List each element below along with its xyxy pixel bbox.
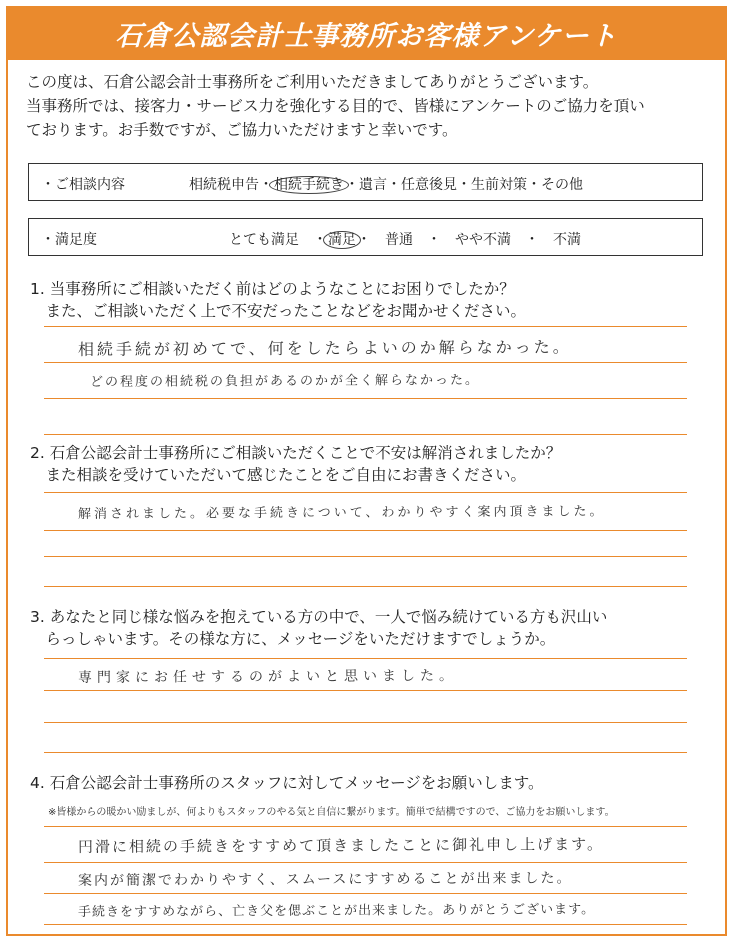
handwritten-answer: 手続きをすすめながら、亡き父を偲ぶことが出来ました。ありがとうございます。: [77, 902, 596, 920]
consultation-type-options: [189, 174, 583, 194]
consultation-type-label: ・ご相談内容: [41, 177, 125, 193]
question-text: また、ご相談いただく上で不安だったことなどをお聞かせください。: [30, 302, 527, 320]
handwritten-answer: 解消されました。必要な手続きについて、わかりやすく案内頂きました。: [77, 504, 606, 522]
answer-line: [44, 326, 687, 327]
answer-line: [44, 826, 687, 827]
handwritten-answer: 案内が簡潔でわかりやすく、スムースにすすめることが出来ました。: [77, 870, 573, 889]
answer-line: [44, 556, 687, 557]
answer-line: [44, 586, 687, 587]
question-text: らっしゃいます。その様な方に、メッセージをいただけますでしょうか。: [30, 630, 556, 648]
question-4: [30, 772, 720, 794]
answer-line: [44, 362, 687, 363]
option-text: とても満足 ・: [229, 232, 327, 248]
intro-line: この度は、石倉公認会計士事務所をご利用いただきましてありがとうございます。: [26, 73, 599, 91]
question-text: 2. 石倉公認会計士事務所にご相談いただくことで不安は解消されましたか？: [30, 444, 562, 462]
page-title: 石倉公認会計士事務所お客様アンケート: [6, 6, 727, 60]
question-text: 3. あなたと同じ様な悩みを抱えている方の中で、一人で悩み続けている方も沢山い: [30, 608, 608, 626]
question-note: ※皆様からの暖かい励ましが、何よりもスタッフのやる気と自信に繋がります。簡単で結構ですので、ご協力をお願いします。: [48, 807, 615, 818]
answer-line: [44, 722, 687, 723]
question-text: 4. 石倉公認会計士事務所のスタッフに対してメッセージをお願いします。: [30, 774, 544, 792]
selected-option-circle: 満足: [323, 231, 361, 249]
handwritten-answer: 相続手続が初めてで、何をしたらよいのか解らなかった。: [77, 337, 572, 359]
answer-line: [44, 658, 687, 659]
option-text: 相続税申告・: [189, 177, 273, 193]
answer-line: [44, 924, 687, 925]
handwritten-answer: どの程度の相続税の負担があるのかが全く解らなかった。: [89, 372, 481, 390]
consultation-type-box: [28, 163, 703, 201]
answer-line: [44, 893, 687, 894]
option-text: ・ 普通 ・ やや不満 ・ 不満: [357, 232, 581, 248]
question-1: [30, 278, 720, 322]
handwritten-answer: 円滑に相続の手続きをすすめて頂きましたことに御礼申し上げます。: [77, 835, 605, 856]
answer-line: [44, 862, 687, 863]
option-text: ・遺言・任意後見・生前対策・その他: [345, 177, 583, 193]
answer-line: [44, 530, 687, 531]
selected-option-circle: 相続手続き: [269, 176, 349, 194]
intro-line: 当事務所では、接客力・サービス力を強化する目的で、皆様にアンケートのご協力を頂い: [26, 97, 645, 115]
intro-text: [26, 70, 716, 142]
question-text: また相談を受けていただいて感じたことをご自由にお書きください。: [30, 466, 527, 484]
handwritten-answer: 専門家にお任せするのがよいと思いました。: [77, 668, 459, 686]
question-text: 1. 当事務所にご相談いただく前はどのようなことにお困りでしたか？: [30, 280, 515, 298]
question-3: [30, 606, 720, 650]
question-2: [30, 442, 720, 486]
answer-line: [44, 752, 687, 753]
satisfaction-box: [28, 218, 703, 256]
answer-line: [44, 690, 687, 691]
answer-line: [44, 434, 687, 435]
satisfaction-label: ・満足度: [41, 232, 97, 248]
answer-line: [44, 492, 687, 493]
satisfaction-options: [229, 229, 581, 249]
answer-line: [44, 398, 687, 399]
intro-line: ております。お手数ですが、ご協力いただけますと幸いです。: [26, 121, 458, 139]
